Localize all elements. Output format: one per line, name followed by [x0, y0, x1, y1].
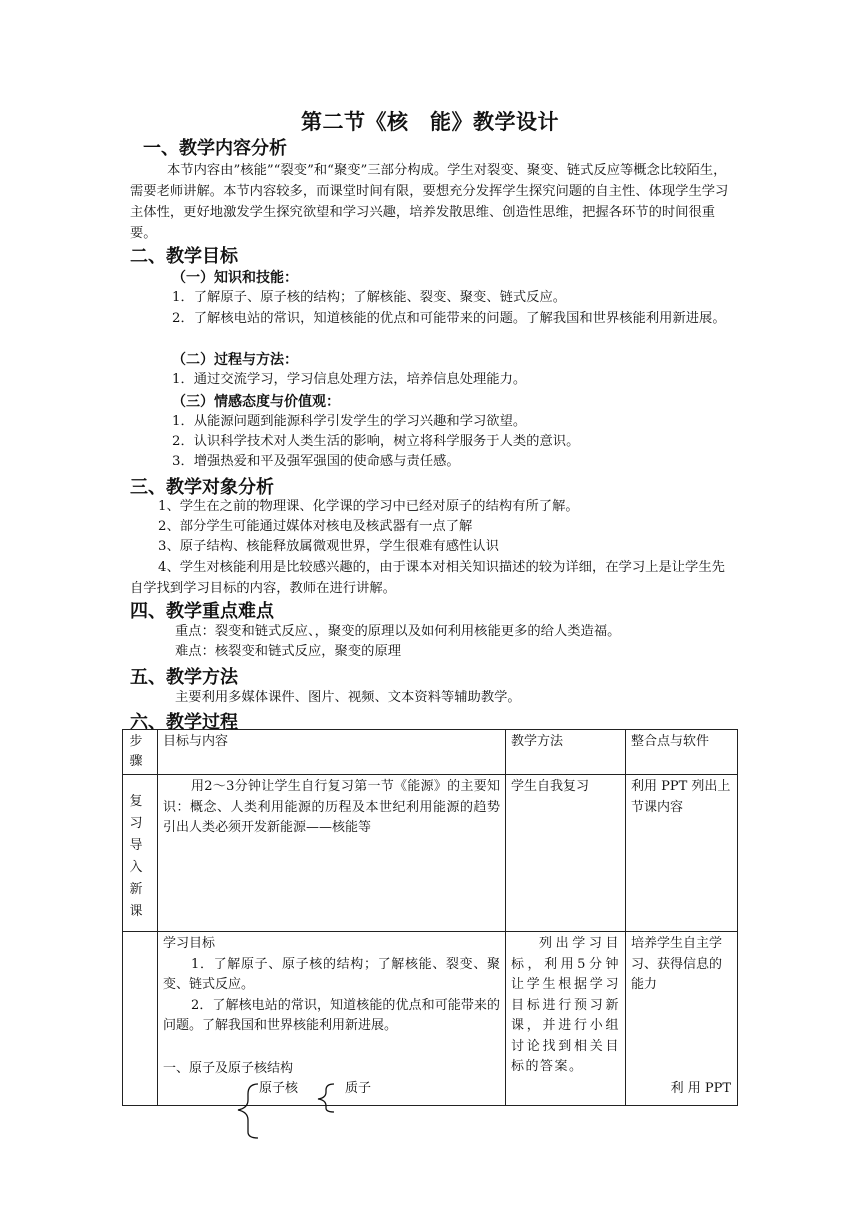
goal-item-1: 1．了解原子、原子核的结构；了解核能、裂变、聚变、链式反应。	[163, 956, 500, 992]
atom-structure-heading: 一、原子及原子核结构	[163, 1060, 294, 1076]
table-row-review	[123, 775, 738, 932]
teaching-methods-text: 主要利用多媒体课件、图片、视频、文本资料等辅助教学。	[175, 690, 521, 705]
attitude-item-3: 3．增强热爱和平及强军强国的使命感与责任感。	[172, 454, 460, 469]
process-item-1: 1．通过交流学习，学习信息处理方法，培养信息处理能力。	[172, 372, 527, 387]
document-title: 第二节《核 能》教学设计	[301, 109, 559, 134]
table-row-objectives	[123, 932, 738, 1106]
section-heading-key-points: 四、教学重点难点	[130, 601, 274, 622]
content-cell-review	[158, 775, 506, 932]
goal-item-2: 2．了解核电站的常识，知道核能的优点和可能带来的问题。了解我国和世界核能利用新进展。	[163, 997, 500, 1033]
section-heading-content-analysis: 一、教学内容分析	[143, 138, 287, 159]
step-cell-review	[123, 775, 158, 932]
atom-structure-braces	[230, 1082, 350, 1142]
learner-item-1: 1、学生在之前的物理课、化学课的学习中已经对原子的结构有所了解。	[158, 499, 579, 514]
table-header-row	[123, 730, 738, 775]
difficulty-text: 难点：核裂变和链式反应，聚变的原理	[175, 644, 402, 659]
nucleus-label: 原子核	[259, 1081, 299, 1096]
step-label-review: 复习导入新课	[129, 794, 143, 919]
teaching-process-table	[122, 729, 738, 1106]
tool-cell-objectives	[626, 932, 738, 1106]
objectives-tool-text: 培养学生自主学习、获得信息的能力	[631, 936, 723, 992]
nucleus-brace	[318, 1084, 334, 1112]
objectives-method-text: 列出学习目标，利用5分钟让学生根据学习目标进行预习新课，并进行小组讨论找到相关目标的答案。	[511, 936, 620, 1074]
content-analysis-paragraph: 本节内容由”核能”“裂变”和“聚变”三部分构成。学生对裂变、聚变、链式反应等概念比较陌生，需要老师讲解。本节内容较多，而课堂时间有限，要想充分发挥学生探究问题的自主性、体现学生学习主体性，更好地激发学生探究欲望和学习兴趣，培养发散思维、创造性思维，把握各环节的时间很重要。	[130, 163, 729, 241]
objectives-ppt-text: 利 用 PPT	[670, 1080, 731, 1096]
section-heading-teaching-methods: 五、教学方法	[130, 667, 238, 688]
review-content-text: 用2～3分钟让学生自行复习第一节《能源》的主要知识：概念、人类利用能源的历程及本世纪利用能源的趋势引出人类必须开发新能源——核能等	[163, 779, 500, 835]
subheading-attitudes-values: （三）情感态度与价值观：	[172, 394, 340, 410]
header-goal-content: 目标与内容	[158, 730, 506, 775]
step-cell-objectives	[123, 932, 158, 1106]
subheading-process-methods: （二）过程与方法：	[172, 352, 298, 368]
attitude-item-1: 1．从能源问题到能源科学引发学生的学习兴趣和学习欲望。	[172, 414, 527, 429]
goal-label: 学习目标	[163, 936, 216, 951]
subheading-knowledge-skills: （一）知识和技能：	[172, 270, 298, 286]
learner-item-3: 3、原子结构、核能释放属微观世界，学生很难有感性认识	[158, 539, 499, 554]
section-heading-learner-analysis: 三、教学对象分析	[130, 477, 274, 498]
proton-label: 质子	[345, 1081, 372, 1096]
knowledge-item-2: 2．了解核电站的常识，知道核能的优点和可能带来的问题。了解我国和世界核能利用新进展。	[172, 311, 726, 326]
header-method: 教学方法	[506, 730, 626, 775]
header-integration-software: 整合点与软件	[626, 730, 738, 775]
section-heading-objectives: 二、教学目标	[130, 246, 238, 267]
tool-cell-review	[626, 775, 738, 932]
knowledge-item-1: 1．了解原子、原子核的结构；了解核能、裂变、聚变、链式反应。	[172, 290, 567, 305]
attitude-item-2: 2．认识科学技术对人类生活的影响，树立将科学服务于人类的意识。	[172, 434, 580, 449]
review-tool-text: 利用 PPT 列出上节课内容	[631, 779, 731, 815]
learner-item-4: 4、学生对核能利用是比较感兴趣的，由于课本对相关知识描述的较为详细，在学习上是让学生先自学找到学习目标的内容，教师在进行讲解。	[130, 560, 725, 596]
header-step: 步骤	[123, 730, 158, 775]
key-point-text: 重点：裂变和链式反应、，聚变的原理以及如何利用核能更多的给人类造福。	[175, 624, 621, 639]
learner-item-2: 2、部分学生可能通过媒体对核电及核武器有一点了解	[158, 519, 473, 534]
content-cell-objectives	[158, 932, 506, 1106]
section-heading-teaching-process: 六、教学过程	[130, 712, 238, 733]
method-cell-objectives	[506, 932, 626, 1106]
method-cell-review: 学生自我复习	[506, 775, 626, 932]
atom-brace	[238, 1084, 258, 1138]
